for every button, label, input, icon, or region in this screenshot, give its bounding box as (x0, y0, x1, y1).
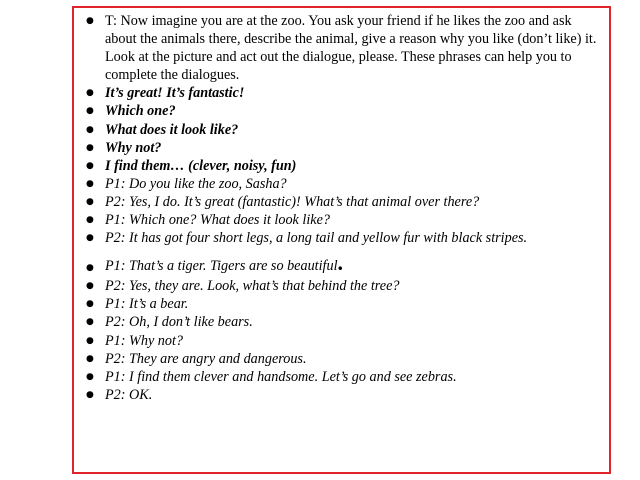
dialogue-text: P1: I find them clever and handsome. Let’s go and see zebras. (105, 368, 457, 385)
phrase-item (84, 139, 606, 157)
dialogue-text: P2: Yes, I do. It’s great (fantastic)! What’s that animal over there? (105, 193, 480, 210)
dialogue-line (84, 386, 606, 404)
bullet-icon: ● (86, 281, 94, 292)
dialogue-text: P2: They are angry and dangerous. (105, 350, 307, 367)
bullet-icon: ● (86, 317, 94, 328)
dialogue-text: P1: It’s a bear. (105, 296, 189, 313)
bullet-icon: ● (86, 389, 94, 400)
bullet-icon: ● (86, 196, 94, 207)
instruction-text: T: Now imagine you are at the zoo. You ask your friend if he likes the zoo and ask about the animals there, describe the animal, give a reason why you like (don’t like) it. Look at the picture and act out the dialogue, please. These phrases can help you to complete the dialogues. (105, 13, 597, 84)
dialogue-text: P2: It has got four short legs, a long tail and yellow fur with black stripes. (105, 230, 528, 247)
phrase-text: Why not? (105, 139, 162, 156)
bullet-icon: ● (86, 160, 94, 171)
dialogue-line (84, 332, 606, 350)
bullet-icon: ● (86, 178, 94, 189)
dialogue-text: P2: Yes, they are. Look, what’s that behind the tree? (105, 278, 400, 295)
phrase-text: It’s great! It’s fantastic! (105, 85, 245, 102)
dialogue-line (84, 193, 606, 211)
bullet-icon: ● (86, 215, 94, 226)
dialogue-text: P1: Do you like the zoo, Sasha? (105, 175, 287, 192)
phrase-text: Which one? (105, 103, 176, 120)
phrase-item (84, 102, 606, 120)
bullet-icon: ● (86, 353, 94, 364)
bullet-icon: ● (86, 299, 94, 310)
phrase-item (84, 121, 606, 139)
dialogue-text: P2: Oh, I don’t like bears. (105, 314, 253, 331)
bullet-list (84, 12, 606, 404)
dialogue-text: P1: Which one? What does it look like? (105, 212, 330, 229)
phrase-item (84, 157, 606, 175)
bullet-icon: ● (86, 88, 94, 99)
dialogue-line (84, 229, 606, 247)
dialogue-line (84, 350, 606, 368)
bullet-icon: ● (86, 106, 94, 117)
phrase-text: I find them… (clever, noisy, fun) (105, 157, 297, 174)
tiger-line-period: . (337, 250, 344, 276)
dialogue-line (84, 175, 606, 193)
bullet-icon: ● (86, 263, 94, 274)
bullet-icon: ● (86, 335, 94, 346)
bullet-icon: ● (86, 233, 94, 244)
bullet-icon: ● (86, 124, 94, 135)
dialogue-text: P1: Why not? (105, 332, 184, 349)
dialogue-line (84, 368, 606, 386)
phrase-text: What does it look like? (105, 121, 239, 138)
bullet-icon: ● (86, 16, 94, 26)
dialogue-line (84, 211, 606, 229)
dialogue-line (84, 277, 606, 295)
instruction-item (84, 12, 606, 84)
dialogue-line (84, 295, 606, 313)
dialogue-line (84, 250, 606, 277)
bullet-icon: ● (86, 142, 94, 153)
dialogue-line (84, 313, 606, 331)
phrase-item (84, 84, 606, 102)
dialogue-text: P2: OK. (105, 386, 153, 403)
bullet-icon: ● (86, 371, 94, 382)
dialogue-text: P1: That’s a tiger. Tigers are so beautiful (105, 258, 338, 275)
